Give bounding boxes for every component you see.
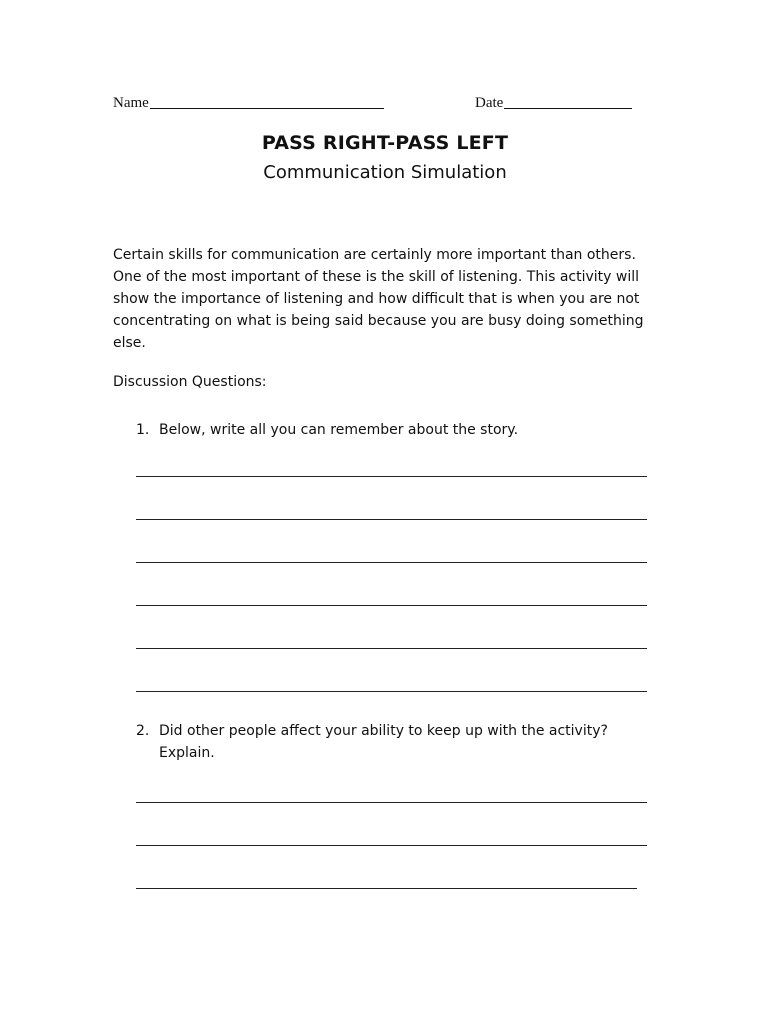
- answer-line[interactable]: [136, 476, 647, 477]
- name-label: Name: [113, 95, 149, 111]
- answer-line[interactable]: [136, 888, 637, 889]
- answer-line[interactable]: [136, 605, 647, 606]
- intro-line: One of the most important of these is the skill of listening. This activity will: [113, 269, 640, 285]
- answer-line[interactable]: [136, 519, 647, 520]
- intro-paragraph: [113, 244, 673, 354]
- intro-line: Certain skills for communication are certainly more important than others.: [113, 247, 636, 263]
- date-field: [475, 92, 632, 112]
- question-text: Below, write all you can remember about the story.: [159, 422, 519, 438]
- name-field: [113, 92, 384, 112]
- name-blank[interactable]: [150, 94, 384, 109]
- header-fields: [113, 92, 643, 112]
- question-continuation: Explain.: [159, 745, 215, 761]
- answer-line[interactable]: [136, 691, 647, 692]
- question-2: [136, 720, 656, 764]
- page-title: PASS RIGHT-PASS LEFT: [261, 132, 509, 154]
- date-label: Date: [475, 95, 504, 111]
- question-text: Did other people affect your ability to keep up with the activity?: [159, 723, 608, 739]
- answer-line[interactable]: [136, 648, 647, 649]
- answer-line[interactable]: [136, 802, 647, 803]
- page-subtitle: Communication Simulation: [263, 162, 507, 183]
- date-blank[interactable]: [504, 94, 632, 109]
- discussion-heading: Discussion Questions:: [113, 374, 267, 390]
- question-1: [136, 419, 656, 441]
- answer-line[interactable]: [136, 845, 647, 846]
- answer-line[interactable]: [136, 562, 647, 563]
- intro-line: show the importance of listening and how difficult that is when you are not: [113, 291, 640, 307]
- question-number: 2.: [136, 723, 150, 739]
- intro-line: concentrating on what is being said because you are busy doing something: [113, 313, 644, 329]
- intro-line: else.: [113, 335, 146, 351]
- question-number: 1.: [136, 422, 150, 438]
